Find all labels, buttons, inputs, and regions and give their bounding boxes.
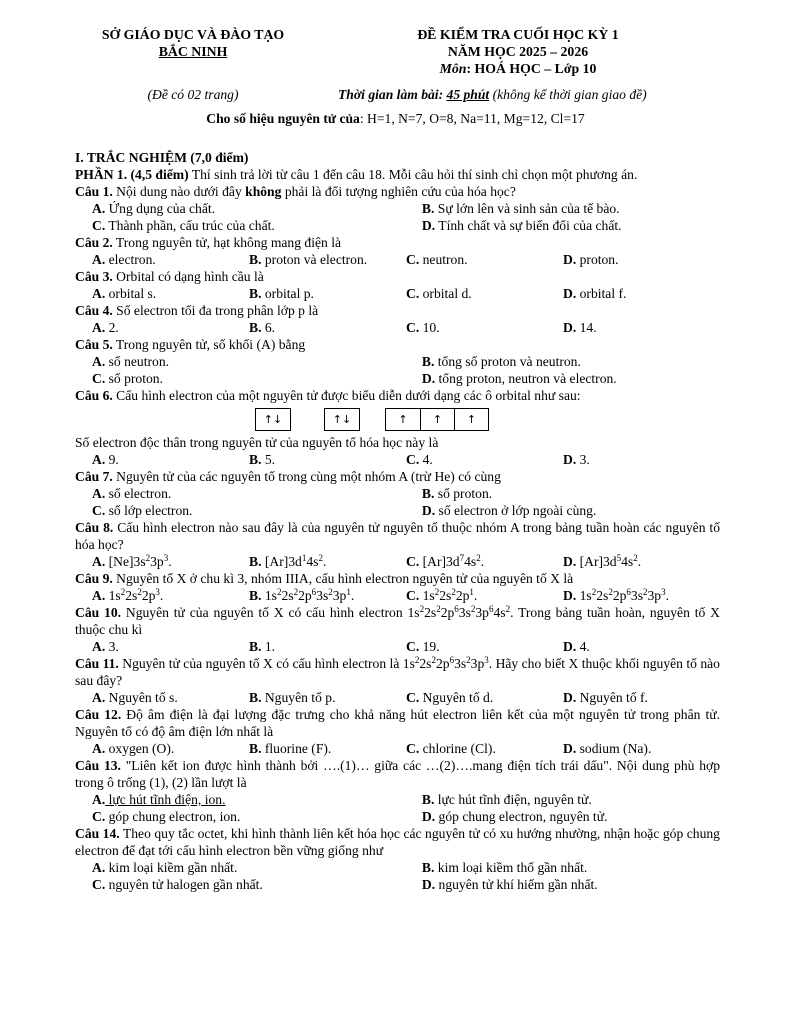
option-a[interactable]: A. Ứng dụng của chất. [92, 201, 216, 216]
question-13: Câu 13. "Liên kết ion được hình thành bởi ….(1)… giữa các …(2)….mang điện tích trái dấu". Nội dung phù hợp trong ô trống (1), (2) lần lượt là [75, 758, 720, 790]
question-14-options-2 [75, 876, 720, 893]
option-c[interactable]: C. 19. [406, 639, 440, 654]
option-b[interactable]: B. lực hút tĩnh điện, nguyên tử. [421, 792, 592, 807]
option-c[interactable]: C. nguyên tử halogen gần nhất. [92, 877, 263, 892]
question-9: Câu 9. Nguyên tố X ở chu kì 3, nhóm IIIA, cấu hình electron nguyên tử của nguyên tố X là [75, 571, 574, 586]
option-c[interactable]: C. Nguyên tố d. [406, 690, 494, 705]
subject-label: Môn [439, 61, 467, 76]
question-5-options-2 [75, 370, 720, 387]
question-7-options [75, 485, 720, 502]
atomic-values: : H=1, N=7, O=8, Na=11, Mg=12, Cl=17 [359, 111, 585, 126]
option-c[interactable]: C. orbital d. [406, 286, 472, 301]
option-a[interactable]: A. lực hút tĩnh điện, ion. [92, 792, 226, 807]
option-d[interactable]: D. $[Ar]3d^54s^2$. [563, 553, 642, 569]
option-a[interactable]: A. 9. [92, 452, 119, 467]
question-1-options-2 [75, 217, 720, 234]
option-d[interactable]: D. góp chung electron, nguyên tử. [421, 809, 608, 824]
question-12: Câu 12. Độ âm điện là đại lượng đặc trưng cho khả năng hút electron liên kết của một nguyên tử trong phân tử. Nguyên tố có độ âm điện lớn nhất là [75, 707, 720, 739]
department-header [78, 26, 308, 60]
option-c[interactable]: C. $[Ar]3d^74s^2$. [406, 553, 485, 569]
option-d[interactable]: D. 3. [563, 452, 590, 467]
province-name: BẮC NINH [158, 44, 228, 59]
option-d[interactable]: D. proton. [563, 252, 619, 267]
option-a[interactable]: A. $[Ne]3s^23p^3$. [92, 553, 172, 569]
time-label: Thời gian làm bài: [338, 87, 447, 102]
option-c[interactable]: C. số proton. [92, 371, 163, 386]
option-d[interactable]: D. $1s^22s^22p^63s^23p^3$. [563, 587, 669, 603]
orbital-box-1 [255, 408, 291, 431]
orbital-arrows: ↑ [398, 413, 408, 426]
option-c[interactable]: C. góp chung electron, ion. [92, 809, 241, 824]
school-year: NĂM HỌC 2025 – 2026 [447, 44, 589, 59]
option-a[interactable]: A. Nguyên tố s. [92, 690, 178, 705]
option-a[interactable]: A. $1s^22s^22p^3$. [92, 587, 164, 603]
orbital-arrows: ↑↓ [263, 413, 283, 426]
option-d[interactable]: D. 4. [563, 639, 590, 654]
question-11: Câu 11. Nguyên tử của nguyên tố X có cấu hình electron là $1s^22s^22p^63s^23p^3$. Hãy cho biết X thuộc khối nguyên tố nào sau đây? [75, 655, 720, 688]
orbital-box-2 [324, 408, 360, 431]
question-6-followup: Số electron độc thân trong nguyên tử của nguyên tố hóa học này là [75, 435, 439, 450]
option-a[interactable]: A. số electron. [92, 486, 172, 501]
option-a[interactable]: A. oxygen (O). [92, 741, 175, 756]
question-8: Câu 8. Cấu hình electron nào sau đây là của nguyên tử nguyên tố thuộc nhóm A trong bảng tuần hoàn các nguyên tố hóa học? [75, 520, 720, 552]
option-d[interactable]: D. 14. [563, 320, 597, 335]
atomic-numbers [0, 110, 791, 127]
question-9-options [75, 587, 720, 604]
time-line [338, 86, 718, 103]
option-d[interactable]: D. số electron ở lớp ngoài cùng. [421, 503, 597, 518]
option-b[interactable]: B. proton và electron. [249, 252, 368, 267]
option-b[interactable]: B. số proton. [421, 486, 493, 501]
question-5: Câu 5. Trong nguyên tử, số khối (A) bằng [75, 337, 306, 352]
question-5-options [75, 353, 720, 370]
option-d[interactable]: D. tổng proton, neutron và electron. [421, 371, 617, 386]
option-b[interactable]: B. orbital p. [249, 286, 314, 301]
time-note: (không kể thời gian giao đề) [489, 87, 647, 102]
orbital-diagram [75, 404, 720, 434]
option-a[interactable]: A. 3. [92, 639, 119, 654]
question-7-options-2 [75, 502, 720, 519]
question-1-options [75, 200, 720, 217]
question-4-options [75, 319, 720, 336]
option-d[interactable]: D. sodium (Na). [563, 741, 652, 756]
question-4: Câu 4. Số electron tối đa trong phân lớp p là [75, 303, 319, 318]
option-c[interactable]: C. 10. [406, 320, 440, 335]
question-6: Câu 6. Cấu hình electron của một nguyên tử được biểu diễn dưới dạng các ô orbital như sau: [75, 388, 581, 403]
question-10-options [75, 638, 720, 655]
exam-title: ĐỀ KIỂM TRA CUỐI HỌC KỲ 1 [417, 27, 619, 42]
question-1: Câu 1. Nội dung nào dưới đây không phải là đối tượng nghiên cứu của hóa học? [75, 184, 516, 199]
question-12-options [75, 740, 720, 757]
option-b[interactable]: B. 5. [249, 452, 276, 467]
option-a[interactable]: A. orbital s. [92, 286, 157, 301]
question-3: Câu 3. Orbital có dạng hình cầu là [75, 269, 264, 284]
department-name: SỞ GIÁO DỤC VÀ ĐÀO TẠO [101, 27, 285, 42]
option-b[interactable]: B. $[Ar]3d^14s^2$. [249, 553, 327, 569]
option-d[interactable]: D. nguyên tử khí hiếm gần nhất. [421, 877, 598, 892]
option-c[interactable]: C. Thành phần, cấu trúc của chất. [92, 218, 275, 233]
question-13-options [75, 791, 720, 808]
exam-content [75, 149, 720, 893]
question-2: Câu 2. Trong nguyên tử, hạt không mang điện là [75, 235, 342, 250]
option-c[interactable]: C. chlorine (Cl). [406, 741, 496, 756]
section-title: I. TRẮC NGHIỆM (7,0 điểm) [75, 150, 249, 165]
question-14: Câu 14. Theo quy tắc octet, khi hình thành liên kết hóa học các nguyên tử có xu hướng nhường, nhận hoặc góp chung electron để đạt tới cấu hình electron bền vững giống như [75, 826, 720, 858]
option-b[interactable]: B. Nguyên tố p. [249, 690, 336, 705]
question-10: Câu 10. Nguyên tử của nguyên tố X có cấu hình electron $1s^22s^22p^63s^23p^64s^2$. Trong bảng tuần hoàn, nguyên tố X thuộc chu kì [75, 604, 720, 637]
option-a[interactable]: A. electron. [92, 252, 156, 267]
question-8-options [75, 553, 720, 570]
question-2-options [75, 251, 720, 268]
part1-instruction: PHẦN 1. (4,5 điểm) Thí sinh trả lời từ câu 1 đến câu 18. Mỗi câu hỏi thí sinh chỉ chọn một phương án. [75, 167, 638, 182]
question-11-options [75, 689, 720, 706]
option-c[interactable]: C. 4. [406, 452, 433, 467]
subject-value: : HOÁ HỌC – Lớp 10 [466, 61, 597, 76]
atomic-label: Cho số hiệu nguyên tử của [206, 111, 360, 126]
question-6-options [75, 451, 720, 468]
option-c[interactable]: C. neutron. [406, 252, 468, 267]
option-b[interactable]: B. 1. [249, 639, 276, 654]
exam-header [358, 26, 678, 77]
orbital-arrows: ↑↓ [332, 413, 352, 426]
orbital-arrows: ↑ [420, 409, 454, 430]
time-value: 45 phút [446, 87, 490, 102]
option-a[interactable]: A. số neutron. [92, 354, 170, 369]
option-b[interactable]: B. tổng số proton và neutron. [421, 354, 581, 369]
orbital-box-3 [385, 408, 489, 431]
question-14-options [75, 859, 720, 876]
option-b[interactable]: B. $1s^22s^22p^63s^23p^1$. [249, 587, 355, 603]
option-a[interactable]: A. 2. [92, 320, 119, 335]
pages-note: (Đề có 02 trang) [147, 87, 239, 102]
option-c[interactable]: C. $1s^22s^22p^1$. [406, 587, 478, 603]
orbital-arrows: ↑ [454, 409, 488, 430]
option-d[interactable]: D. orbital f. [563, 286, 627, 301]
option-d[interactable]: D. Tính chất và sự biến đổi của chất. [421, 218, 622, 233]
option-b[interactable]: B. Sự lớn lên và sinh sản của tế bào. [421, 201, 620, 216]
option-d[interactable]: D. Nguyên tố f. [563, 690, 648, 705]
subject-line [358, 60, 678, 77]
option-b[interactable]: B. kim loại kiềm thổ gần nhất. [421, 860, 588, 875]
option-a[interactable]: A. kim loại kiềm gần nhất. [92, 860, 238, 875]
question-7: Câu 7. Nguyên tử của các nguyên tố trong cùng một nhóm A (trừ He) có cùng [75, 469, 501, 484]
option-c[interactable]: C. số lớp electron. [92, 503, 193, 518]
option-b[interactable]: B. fluorine (F). [249, 741, 332, 756]
question-13-options-2 [75, 808, 720, 825]
option-b[interactable]: B. 6. [249, 320, 276, 335]
question-3-options [75, 285, 720, 302]
